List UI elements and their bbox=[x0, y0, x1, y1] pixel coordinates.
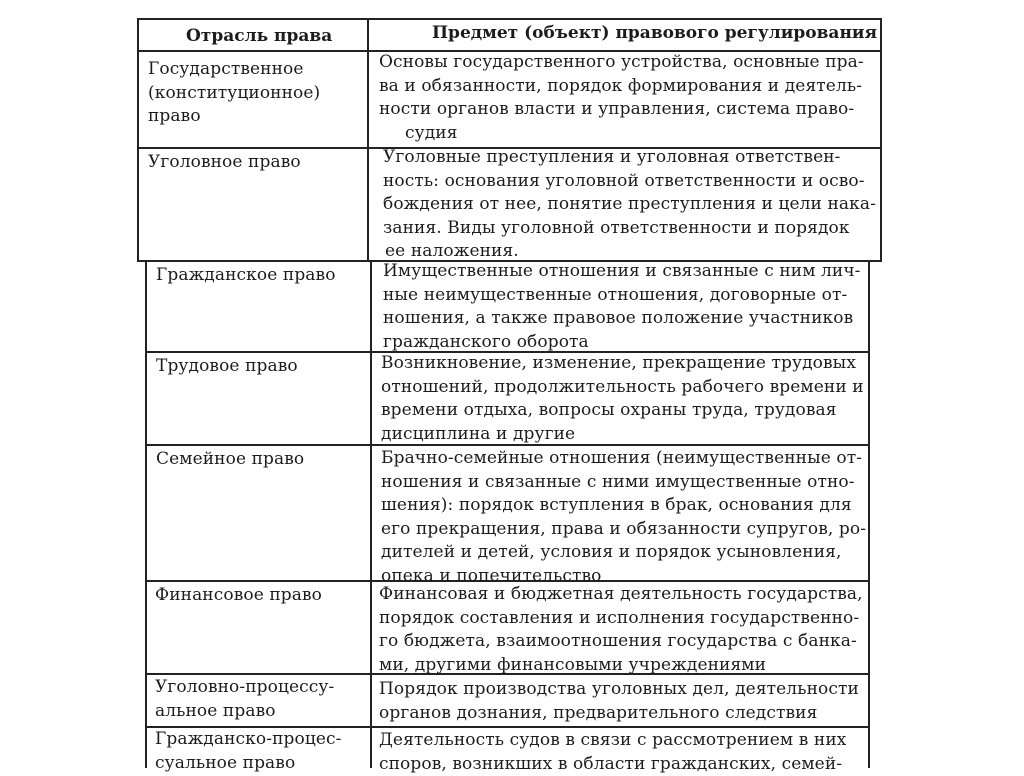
table-row bbox=[156, 355, 298, 379]
branch-line: Уголовное право bbox=[148, 151, 301, 175]
subject-line: бождения от нее, понятие преступления и цели нака- bbox=[383, 193, 876, 217]
header-branch: Отрасль права bbox=[186, 25, 332, 47]
subject-line: Возникновение, изменение, прекращение трудовых bbox=[381, 352, 864, 376]
subject-line: ва и обязанности, порядок формирования и деятель- bbox=[379, 75, 864, 99]
table-row bbox=[156, 264, 336, 288]
subject-line: дисциплина и другие bbox=[381, 423, 864, 447]
branch-line: Уголовно-процессу- bbox=[155, 676, 334, 700]
table-row bbox=[155, 676, 334, 723]
branch-line: Гражданско-процес- bbox=[155, 728, 341, 752]
subject-line: ношения и связанные с ними имущественные отно- bbox=[381, 471, 866, 495]
column-divider bbox=[370, 262, 372, 768]
subject-cell bbox=[379, 729, 846, 776]
branch-line: Государственное bbox=[148, 58, 320, 82]
subject-line: Имущественные отношения и связанные с ним лич- bbox=[383, 260, 861, 284]
table-right-border bbox=[880, 18, 882, 261]
subject-line: шения): порядок вступления в брак, основания для bbox=[381, 494, 866, 518]
subject-line: дителей и детей, условия и порядок усыновления, bbox=[381, 541, 866, 565]
column-divider bbox=[367, 18, 369, 261]
subject-line: ее наложения. bbox=[383, 240, 876, 264]
subject-line: ми, другими финансовыми учреждениями bbox=[379, 654, 863, 678]
branch-line: Семейное право bbox=[156, 448, 304, 472]
branch-line: суальное право bbox=[155, 752, 341, 776]
subject-cell bbox=[383, 146, 876, 264]
branch-line: Финансовое право bbox=[155, 584, 322, 608]
table-right-border bbox=[868, 262, 870, 768]
table-row bbox=[148, 151, 301, 175]
subject-line: его прекращения, права и обязанности супругов, ро- bbox=[381, 518, 866, 542]
subject-line: органов дознания, предварительного следствия bbox=[379, 702, 859, 726]
subject-line: Брачно-семейные отношения (неимущественные от- bbox=[381, 447, 866, 471]
subject-line: Деятельность судов в связи с рассмотрением в них bbox=[379, 729, 846, 753]
branch-line: Трудовое право bbox=[156, 355, 298, 379]
subject-line: опека и попечительство bbox=[381, 565, 866, 589]
subject-line: ношения, а также правовое положение участников bbox=[383, 307, 861, 331]
table-row bbox=[156, 448, 304, 472]
subject-line: Основы государственного устройства, основные пра- bbox=[379, 51, 864, 75]
subject-line: зания. Виды уголовной ответственности и порядок bbox=[383, 217, 876, 241]
table-row bbox=[148, 58, 320, 129]
subject-cell bbox=[381, 447, 866, 588]
table-left-border bbox=[145, 262, 147, 768]
subject-cell bbox=[379, 583, 863, 677]
subject-line: Финансовая и бюджетная деятельность государства, bbox=[379, 583, 863, 607]
subject-line: гражданского оборота bbox=[383, 331, 861, 355]
branch-line: право bbox=[148, 105, 320, 129]
subject-line: порядок составления и исполнения государственно- bbox=[379, 607, 863, 631]
subject-line: времени отдыха, вопросы охраны труда, трудовая bbox=[381, 399, 864, 423]
subject-line: ные неимущественные отношения, договорные от- bbox=[383, 284, 861, 308]
subject-line: отношений, продолжительность рабочего времени и bbox=[381, 376, 864, 400]
subject-cell bbox=[383, 260, 861, 354]
subject-line: ность: основания уголовной ответственности и осво- bbox=[383, 170, 876, 194]
subject-line: споров, возникших в области гражданских, семей- bbox=[379, 753, 846, 776]
subject-cell bbox=[379, 51, 864, 145]
branch-line: альное право bbox=[155, 700, 334, 724]
subject-cell bbox=[379, 678, 859, 725]
branch-line: (конституционное) bbox=[148, 82, 320, 106]
subject-line: ности органов власти и управления, система право- bbox=[379, 98, 864, 122]
subject-line: Уголовные преступления и уголовная ответствен- bbox=[383, 146, 876, 170]
table-row bbox=[155, 584, 322, 608]
header-subject: Предмет (объект) правового регулирования bbox=[432, 22, 877, 44]
subject-line: Порядок производства уголовных дел, деятельности bbox=[379, 678, 859, 702]
table-top-border bbox=[137, 18, 882, 20]
table-left-border bbox=[137, 18, 139, 261]
subject-line: го бюджета, взаимоотношения государства с банка- bbox=[379, 630, 863, 654]
subject-line: судия bbox=[379, 122, 864, 146]
subject-cell bbox=[381, 352, 864, 446]
branch-line: Гражданское право bbox=[156, 264, 336, 288]
